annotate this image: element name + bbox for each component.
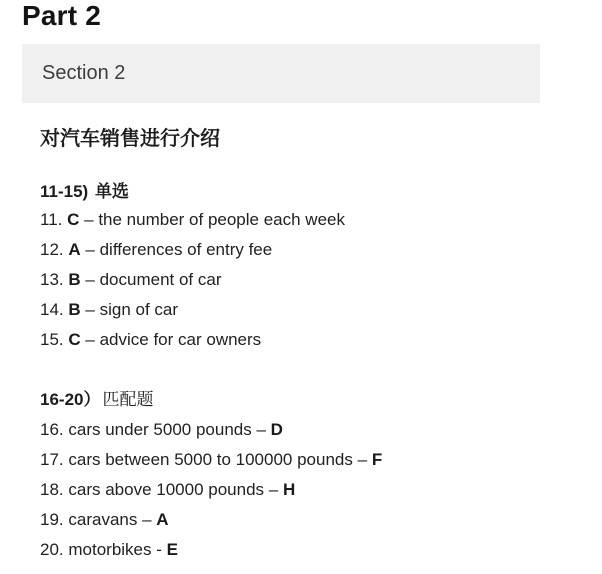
answer-dash: – [85,330,95,349]
answer-text: cars above 10000 pounds [68,480,265,499]
answer-letter: E [166,540,178,559]
answer-letter: F [371,450,383,469]
answer-text: cars between 5000 to 100000 pounds [68,450,353,469]
answer-dash: – [85,240,95,259]
answer-number: 13. [40,270,64,289]
answer-letter: B [68,270,81,289]
answer-item [40,325,602,355]
answer-dash: – [85,300,95,319]
answer-dash: – [357,450,368,469]
answer-letter: C [68,330,81,349]
answer-letter: C [67,210,80,229]
answer-item [40,475,602,505]
answer-letter: A [156,510,169,529]
answer-number: 14. [40,300,64,319]
answer-text: advice for car owners [99,330,262,349]
page-title: Part 2 [22,0,102,31]
answer-dash: - [156,540,162,559]
section-header-label: Section 2 [42,62,126,84]
answer-number: 20. [40,540,64,559]
answer-text: cars under 5000 pounds [68,420,252,439]
answer-number: 16. [40,420,64,439]
answer-item [40,235,602,265]
group-range: 11-15) [40,182,89,201]
answer-list-16-20 [40,415,602,565]
answer-text: differences of entry fee [99,240,273,259]
answer-dash: – [256,420,266,439]
answer-item [40,415,602,445]
answer-number: 17. [40,450,64,469]
answer-item [40,265,602,295]
answer-text: document of car [99,270,222,289]
answer-item [40,205,602,235]
group-heading-11-15 [40,182,602,202]
group-type-label: 匹配题 [102,390,154,409]
answer-text: the number of people each week [98,210,345,229]
answer-letter: D [270,420,283,439]
answer-text: caravans [68,510,138,529]
answer-dash: – [142,510,152,529]
answer-number: 15. [40,330,64,349]
answer-item [40,535,602,565]
answer-dash: – [84,210,94,229]
answer-text: sign of car [99,300,179,319]
section-header-bar[interactable] [22,44,540,103]
answer-dash: – [85,270,95,289]
answer-list-11-15 [40,205,602,355]
answer-letter: A [68,240,81,259]
answer-text: motorbikes [68,540,152,559]
group-range: 16-20） [40,390,101,409]
section-title: 对汽车销售进行介绍 [40,128,220,150]
answer-item [40,445,602,475]
group-heading-16-20 [40,390,602,410]
answer-letter: B [68,300,81,319]
answer-number: 12. [40,240,64,259]
answer-item [40,295,602,325]
answer-number: 11. [40,210,63,229]
answer-item [40,505,602,535]
answer-letter: H [282,480,296,499]
answer-number: 19. [40,510,64,529]
answer-dash: – [268,480,279,499]
section-content [40,128,602,565]
group-type-label: 单选 [94,182,129,201]
answer-number: 18. [40,480,64,499]
